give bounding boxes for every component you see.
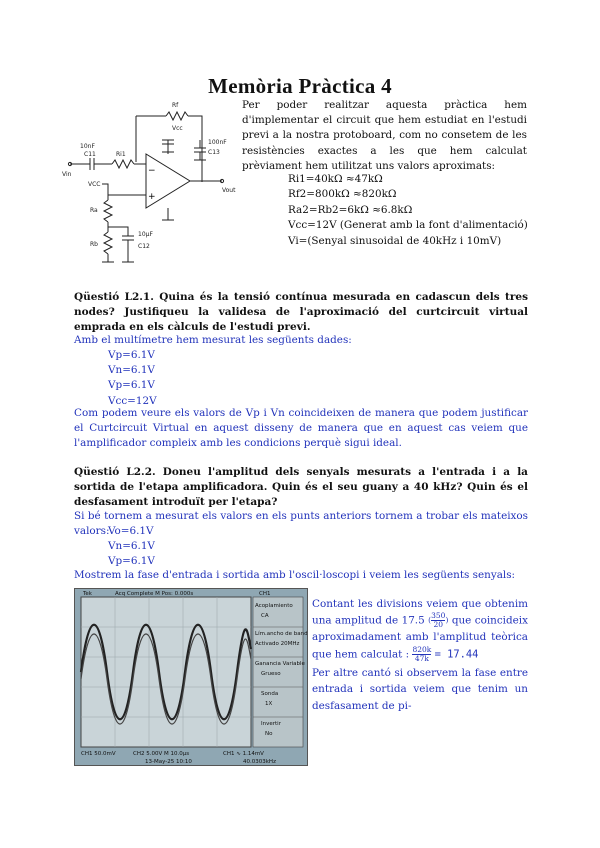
list-item: Vo=6.1V (108, 525, 154, 537)
question-l2-1: Qüestió L2.1. Quina és la tensió contínua mesurada en cadascun dels tres nodes? Justifiqueu la validesa de l'aproximació del curtcircuit virtual emprada en els càlculs de l'estudi previ. (74, 291, 528, 333)
value-ra2-rb2: Ra2=Rb2=6kΩ ≈6.8kΩ (288, 203, 413, 216)
fraction-measured: ( $\frac{350}{20}$ ) (428, 611, 449, 630)
label-ra: Ra (90, 207, 98, 214)
gain-text-2: que coincideix aproximadament amb l'amplitud teòrica que hem calculat : (312, 614, 528, 661)
label-vout: Vout (222, 187, 236, 194)
label-c100: 100nF (208, 139, 227, 146)
label-c10uf: 10μF (138, 231, 153, 238)
scope-date: 13-May-25 10:10 (145, 759, 192, 765)
answer-1-intro: Amb el multímetre hem mesurat les següents dades: (74, 334, 352, 346)
label-vcc-side: VCC (88, 181, 101, 188)
label-c11: C11 (84, 151, 96, 158)
list-item: Vn=6.1V (108, 364, 155, 377)
scope-menu-7: 1X (265, 701, 273, 707)
answer-2-intro: Si bé tornem a mesurat els valors en els punts anteriors tornem a trobar els mateixos valors: (74, 510, 528, 538)
scope-menu-9: No (265, 731, 273, 737)
oscilloscope-image (74, 588, 308, 766)
phase-text: Per altre cantó si observem la fase entre entrada i sortida veiem que tenim un desfasament de pi- (312, 666, 528, 712)
gain-result: = 17.44 (434, 648, 479, 661)
value-vi: Vi=(Senyal sinusoidal de 40kHz i 10mV) (288, 234, 502, 247)
question-l2-2: Qüestió L2.2. Doneu l'amplitud dels senyals mesurats a l'entrada i a la sortida de l'etapa amplificadora. Quin és el seu guany a 40 kHz? Quin és el desfasament introduït per l'etapa? (74, 466, 528, 508)
scope-bottom-right: CH1 ∿ 1.14mV (223, 751, 264, 757)
fraction-theoretical (412, 646, 431, 663)
oscilloscope-screen (75, 589, 307, 765)
list-item: Vn=6.1V (108, 540, 155, 553)
label-rf: Rf (172, 102, 179, 109)
fraction-numerator: 820k (412, 644, 432, 654)
value-rf2: Rf2=800kΩ ≈820kΩ (288, 188, 397, 201)
scope-menu-5: Grueso (261, 671, 281, 677)
scope-menu-8: Invertir (261, 721, 281, 727)
fraction-denominator: 20 (433, 620, 444, 630)
scope-menu-4: Ganancia Variable (255, 661, 305, 667)
label-c12: C12 (138, 243, 150, 250)
scope-menu-3: Activado 20MHz (255, 641, 300, 647)
scope-top-mid: Acq Complete M Pos: 0.000s (115, 591, 194, 597)
gain-explanation (312, 596, 528, 714)
list-item: Vcc=12V (108, 394, 157, 407)
list-item: Vp=6.1V (108, 379, 155, 392)
answer-2-list (108, 524, 155, 570)
svg-text:+: + (148, 192, 156, 202)
label-ri1: Ri1 (116, 151, 126, 158)
label-c13: C13 (208, 149, 220, 156)
label-rb: Rb (90, 241, 98, 248)
label-vcc-top: Vcc (172, 125, 183, 132)
scope-bottom-left: CH1 50.0mV (81, 751, 116, 757)
intro-paragraph: Per poder realitzar aquesta pràctica hem d'implementar el circuit que hem estudiat en l'estudi previ a la nostra protoboard, com no consetem de les resistències exactes a les que hem calculat prèviament hem utilitzat uns valors aproximats: (242, 99, 527, 172)
fraction-numerator: 350 (431, 611, 446, 621)
list-item: Vp=6.1V (108, 555, 155, 568)
value-ri1: Ri1=40kΩ ≈47kΩ (288, 173, 383, 185)
scope-top-right: CH1 (259, 591, 271, 597)
scope-top-left: Tek (83, 591, 92, 597)
scope-menu-1: CA (261, 613, 269, 619)
answer-1-list (108, 348, 157, 409)
component-values (288, 172, 528, 249)
svg-text:−: − (148, 166, 156, 176)
circuit-diagram (62, 96, 240, 268)
gain-text-1: Contant les divisions veiem que obtenim una amplitud de 17.5 (312, 598, 528, 627)
answer-1-text: Com podem veure els valors de Vp i Vn coincideixen de manera que podem justificar el Curtcircuit Virtual en aquest disseny de manera que en aquest cas veiem que l'amplificador compleix amb les condicions perquè sigui ideal. (74, 407, 528, 450)
scope-freq: 40.0303kHz (243, 759, 276, 765)
fraction-denominator: 47k (414, 653, 429, 663)
label-c10nf: 10nF (80, 143, 95, 150)
page-title: Memòria Pràctica 4 (208, 74, 392, 98)
scope-menu-2: Lím.ancho de banda (255, 631, 307, 637)
label-vin: Vin (62, 171, 72, 178)
list-item: Vp=6.1V (108, 349, 155, 361)
value-vcc: Vcc=12V (Generat amb la font d'alimentació) (288, 219, 528, 232)
scope-bottom-mid: CH2 5.00V M 10.0μs (133, 751, 190, 757)
answer-2-scope-text: Mostrem la fase d'entrada i sortida amb l'oscil·loscopi i veiem les següents senyals: (74, 569, 516, 581)
scope-menu-0: Acoplamiento (255, 603, 293, 609)
scope-menu-6: Sonda (261, 691, 279, 697)
